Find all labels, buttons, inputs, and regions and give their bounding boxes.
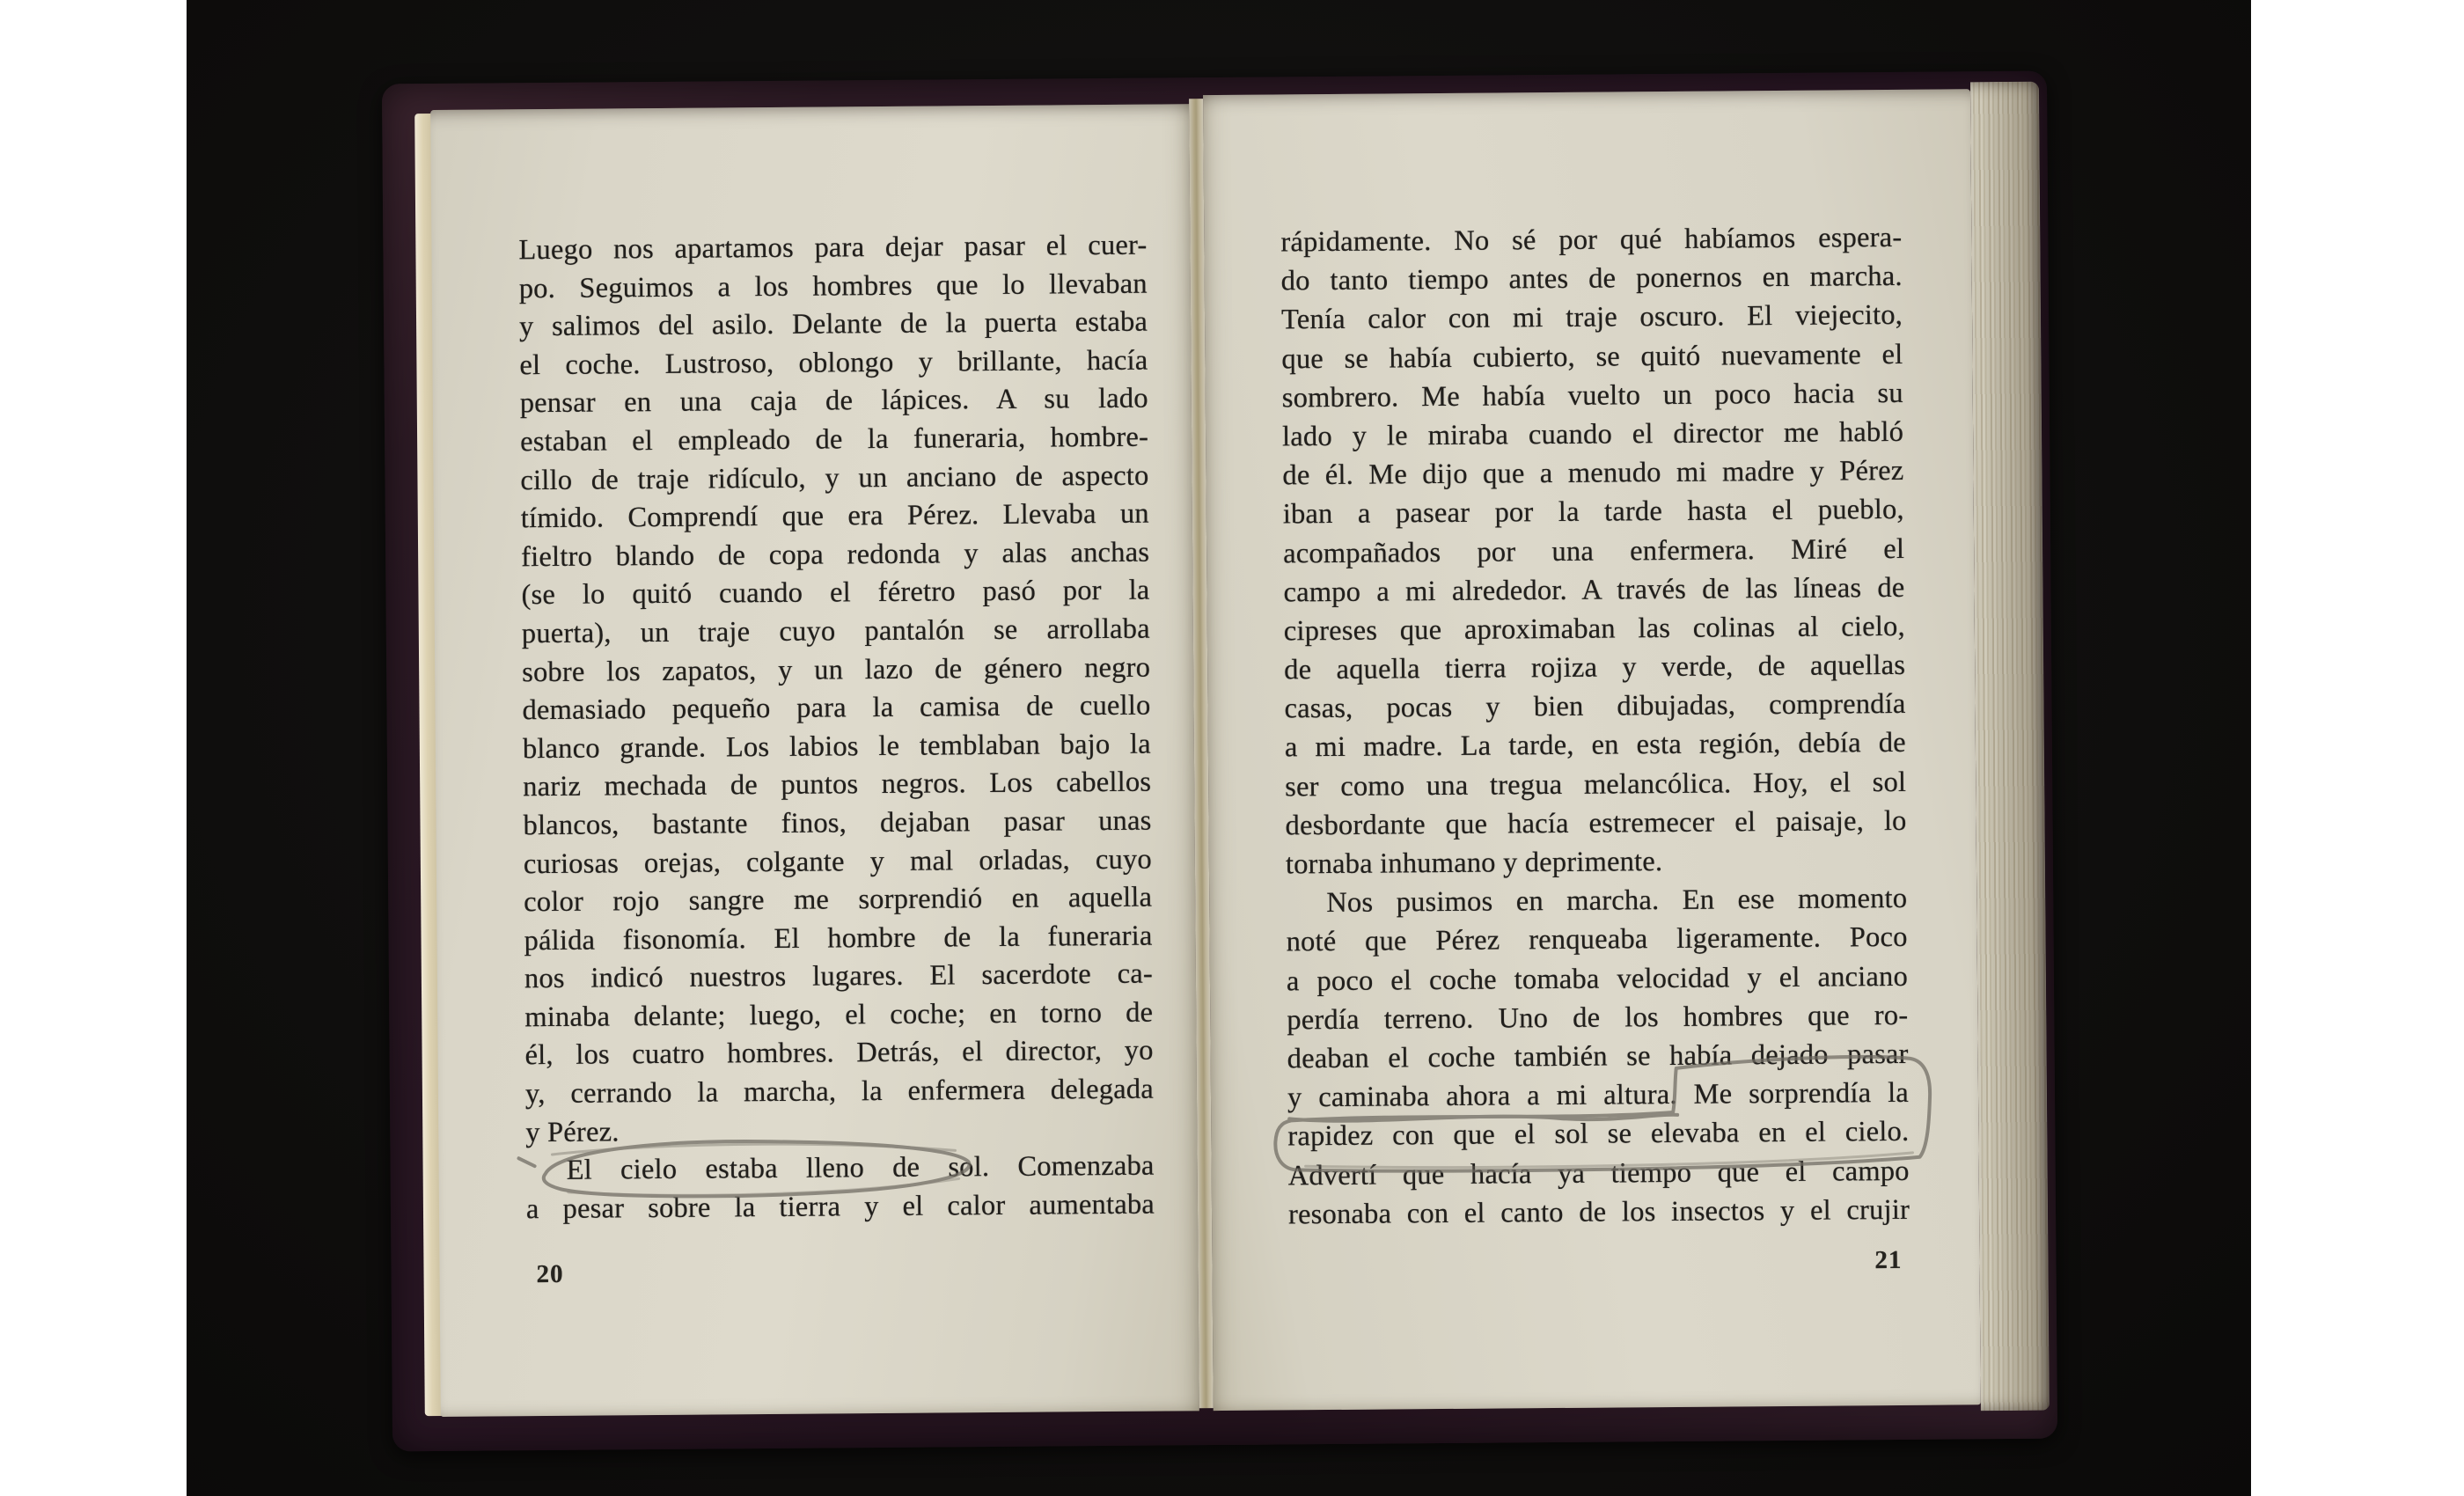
text-line: perdía terreno. Uno de los hombres que ro-: [1287, 999, 1909, 1037]
text-line: curiosas orejas, colgante y mal orladas, cuyo: [523, 843, 1153, 880]
text-line: blancos, bastante finos, dejaban pasar unas: [523, 804, 1152, 842]
text-line: ser como una tregua melancólica. Hoy, el sol: [1285, 766, 1907, 803]
text-line: y caminaba ahora a mi altura. Me sorprendía la: [1287, 1076, 1910, 1114]
page-number-left: 20: [536, 1259, 564, 1289]
text-line: puerta), un traje cuyo pantalón se arrollaba: [521, 612, 1150, 650]
text-line: rapidez con que el sol se elevaba en el cielo.: [1287, 1116, 1910, 1153]
text-line: color rojo sangre me sorprendió en aquella: [524, 881, 1153, 919]
text-line: y Pérez.: [525, 1116, 620, 1148]
text-line: noté que Pérez renqueaba ligeramente. Poco: [1286, 921, 1908, 958]
text-line: él, los cuatro hombres. Detrás, el director, yo: [524, 1035, 1154, 1072]
text-line: a poco el coche tomaba velocidad y el anciano: [1286, 960, 1909, 997]
text-line: iban a pasear por la tarde hasta el pueblo,: [1282, 494, 1904, 531]
text-line: (se lo quitó cuando el féretro pasó por la: [521, 574, 1150, 612]
text-line: tornaba inhumano y deprimente.: [1285, 846, 1663, 881]
text-line: El cielo estaba lleno de sol. Comenzaba: [566, 1149, 1155, 1187]
text-line: resonaba con el canto de los insectos y el crujir: [1287, 1193, 1910, 1231]
right-fore-edge-stack: [1970, 82, 2050, 1412]
text-line: do tanto tiempo antes de ponernos en marcha.: [1280, 260, 1903, 297]
photo-background: [187, 0, 2251, 1496]
text-line: demasiado pequeño para la camisa de cuello: [522, 689, 1151, 727]
right-page-text: [1280, 218, 1910, 1234]
text-line: y salimos del asilo. Delante de la puerta estaba: [518, 305, 1148, 343]
text-line: tímido. Comprendí que era Pérez. Llevaba un: [520, 497, 1149, 535]
text-line: pálida fisonomía. El hombre de la funeraria: [524, 920, 1153, 957]
text-line: deaban el coche también se había dejado pasar: [1287, 1038, 1909, 1075]
text-line: Luego nos apartamos para dejar pasar el cuer-: [518, 229, 1148, 267]
text-line: sobre los zapatos, y un lazo de género negro: [522, 651, 1151, 688]
text-line: pensar en una caja de lápices. A su lado: [519, 383, 1148, 420]
text-line: casas, pocas y bien dibujadas, comprendía: [1284, 688, 1906, 725]
text-line: Nos pusimos en marcha. En ese momento: [1326, 883, 1908, 920]
text-line: que se había cubierto, se quitó nuevamente el: [1281, 338, 1903, 375]
text-line: nos indicó nuestros lugares. El sacerdote ca-: [524, 957, 1154, 995]
text-line: lado y le miraba cuando el director me habló: [1281, 415, 1904, 453]
text-line: de aquella tierra rojiza y verde, de aquellas: [1284, 649, 1906, 686]
text-line: desbordante que hacía estremecer el paisaje, lo: [1285, 804, 1907, 842]
text-line: Advertí que hacía ya tiempo que el campo: [1287, 1155, 1910, 1192]
text-line: de él. Me dijo que a menudo mi madre y Pérez: [1282, 455, 1904, 492]
text-line: y, cerrando la marcha, la enfermera delegada: [524, 1073, 1155, 1111]
text-line: a pesar sobre la tierra y el calor aumentaba: [525, 1188, 1155, 1226]
text-line: fieltro blando de copa redonda y alas anchas: [521, 536, 1150, 573]
text-line: el coche. Lustroso, oblongo y brillante, hacía: [519, 344, 1148, 382]
text-line: po. Seguimos a los hombres que lo llevaban: [518, 268, 1148, 304]
text-line: sombrero. Me había vuelto un poco hacia su: [1281, 377, 1903, 414]
text-line: Tenía calor con mi traje oscuro. El viejecito,: [1280, 299, 1903, 336]
text-line: estaban el empleado de la funeraria, hombre-: [519, 421, 1149, 458]
text-line: a mi madre. La tarde, en esta región, debía de: [1284, 727, 1907, 764]
text-line: blanco grande. Los labios le temblaban bajo la: [522, 728, 1151, 765]
text-line: acompañados por una enfermera. Miré el: [1283, 532, 1905, 569]
text-line: rápidamente. No sé por qué habíamos espera-: [1280, 221, 1903, 259]
text-line: minaba delante; luego, el coche; en torno de: [524, 996, 1154, 1034]
text-line: campo a mi alrededor. A través de las líneas de: [1283, 571, 1905, 609]
left-page-text: [518, 227, 1155, 1229]
page-number-right: 21: [1874, 1245, 1903, 1275]
text-line: cipreses que aproximaban las colinas al cielo,: [1283, 610, 1905, 648]
text-line: cillo de traje ridículo, y un anciano de aspecto: [520, 459, 1149, 496]
book: [382, 71, 2057, 1452]
text-line: nariz mechada de puntos negros. Los cabellos: [523, 766, 1152, 803]
